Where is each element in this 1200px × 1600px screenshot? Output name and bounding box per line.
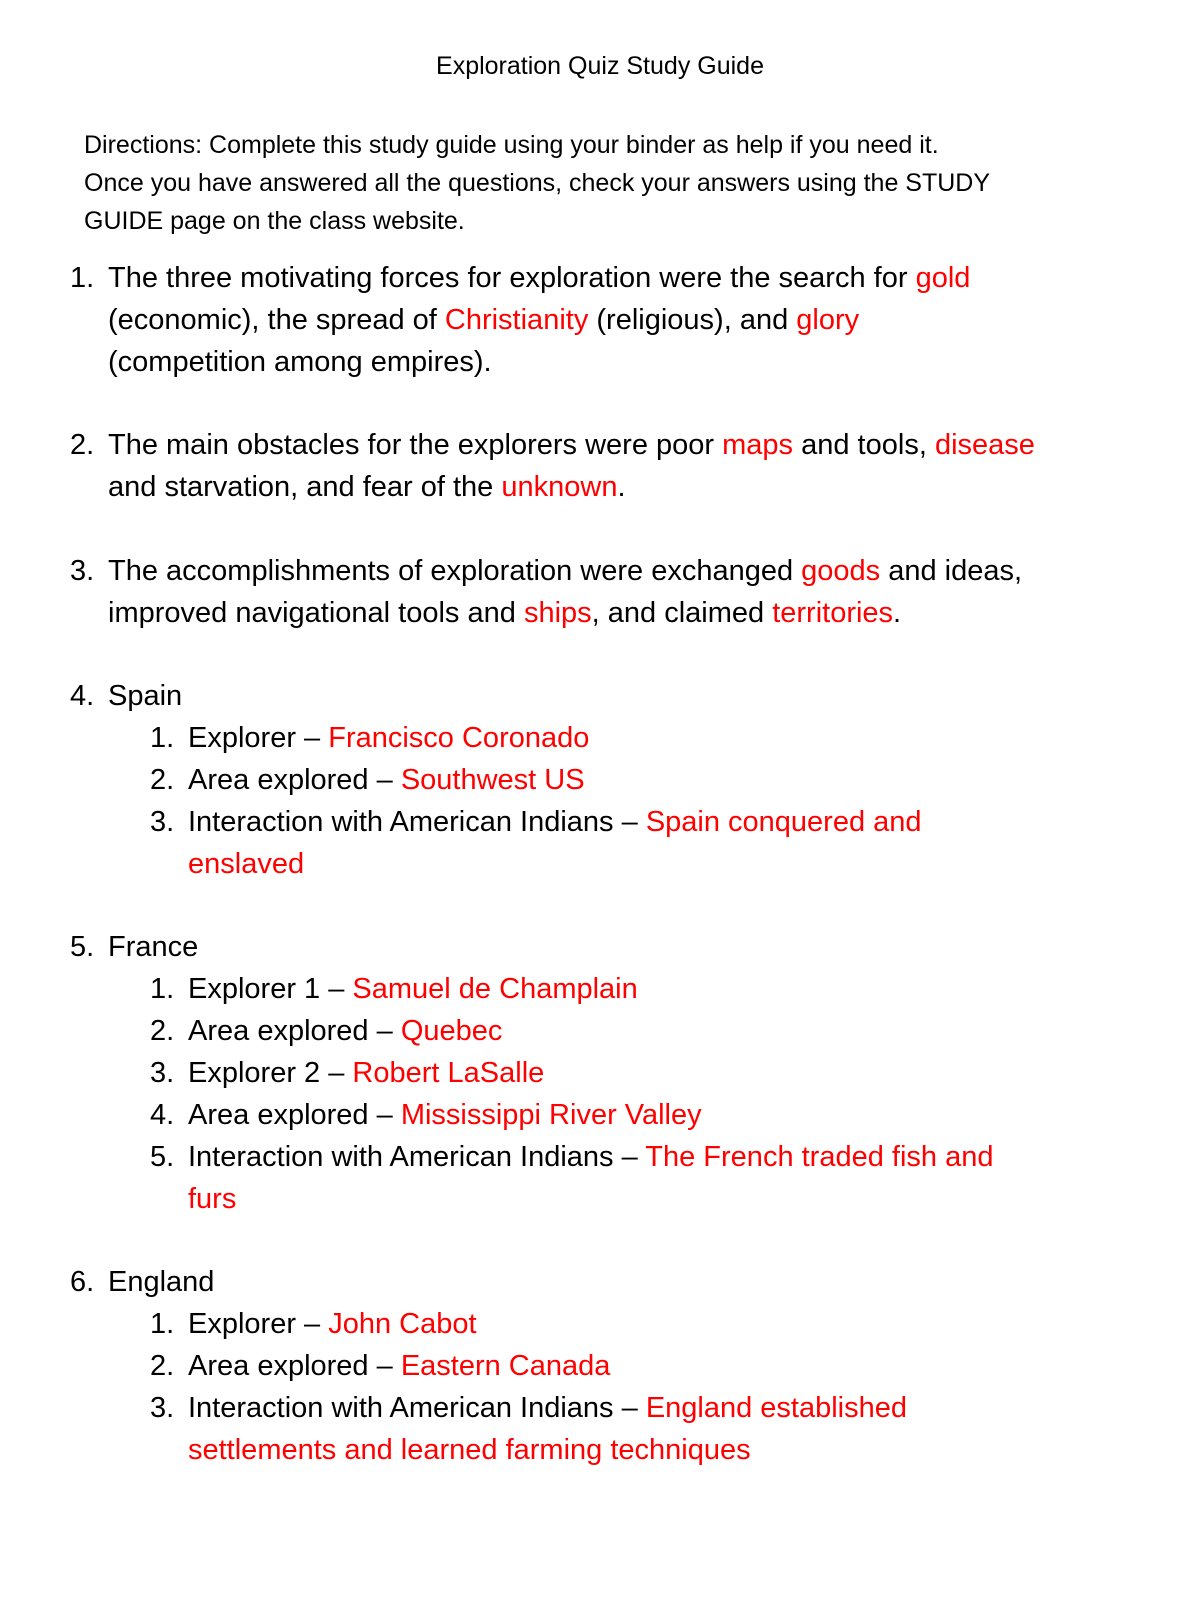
page-title: Exploration Quiz Study Guide	[436, 52, 764, 80]
question-text: (religious), and	[588, 304, 797, 336]
question-text: , and claimed	[591, 597, 773, 629]
list-item-continuation	[150, 1178, 1170, 1220]
answer-area-1: Quebec	[400, 1015, 503, 1047]
question-number: 4.	[70, 680, 95, 712]
directions-line-3: GUIDE page on the class website.	[84, 207, 465, 235]
answer-explorer: John Cabot	[328, 1308, 477, 1340]
england-sublist	[150, 1303, 1170, 1471]
list-item: 5. Interaction with American Indians – The French traded fish and	[150, 1141, 994, 1173]
question-text: and ideas,	[880, 555, 1023, 587]
list-item: 2. Area explored – Eastern Canada	[150, 1350, 611, 1382]
question-text: The main obstacles for the explorers were poor	[108, 429, 723, 461]
spain-sublist	[150, 717, 1170, 885]
question-3	[70, 550, 1170, 634]
question-1-line-1	[70, 257, 1170, 299]
question-text: .	[893, 597, 902, 629]
question-3-line-2	[70, 592, 1170, 634]
answer-interaction: The French traded fish and	[645, 1141, 994, 1173]
question-1-line-3	[70, 341, 1170, 383]
question-5-france	[70, 926, 1170, 1220]
answer-explorer: Francisco Coronado	[328, 722, 590, 754]
question-text: The three motivating forces for exploration were the search for	[108, 262, 916, 294]
question-6-england	[70, 1261, 1170, 1471]
question-4-spain	[70, 675, 1170, 885]
country-label: England	[108, 1266, 215, 1298]
answer-area-2: Mississippi River Valley	[400, 1099, 702, 1131]
answer-explorer-1: Samuel de Champlain	[352, 973, 638, 1005]
list-item: 2. Area explored – Quebec	[150, 1015, 503, 1047]
question-text: .	[617, 471, 626, 503]
list-item: 3. Interaction with American Indians – Spain conquered and	[150, 806, 922, 838]
answer-disease: disease	[934, 429, 1035, 461]
question-text: (competition among empires).	[108, 346, 492, 378]
question-text: improved navigational tools and	[108, 597, 524, 629]
answer-area: Eastern Canada	[400, 1350, 611, 1382]
list-item: 1. Explorer – John Cabot	[150, 1308, 477, 1340]
answer-area: Southwest US	[400, 764, 585, 796]
list-item: 3. Explorer 2 – Robert LaSalle	[150, 1057, 545, 1089]
question-2-line-2	[70, 466, 1170, 508]
question-3-line-1	[70, 550, 1170, 592]
directions-line-1: Directions: Complete this study guide using your binder as help if you need it.	[84, 131, 939, 159]
answer-interaction-cont: settlements and learned farming techniques	[188, 1434, 751, 1466]
answer-christianity: Christianity	[444, 304, 589, 336]
list-item: 4. Area explored – Mississippi River Valley	[150, 1099, 702, 1131]
question-text: (economic), the spread of	[108, 304, 445, 336]
question-number: 2.	[70, 429, 95, 461]
question-1	[70, 257, 1170, 383]
answer-territories: territories	[772, 597, 894, 629]
country-label: Spain	[108, 680, 183, 712]
question-text: and starvation, and fear of the	[108, 471, 502, 503]
list-item-continuation	[150, 1429, 1170, 1471]
question-number: 1.	[70, 262, 95, 294]
question-6-heading	[70, 1261, 1170, 1303]
directions	[84, 126, 1164, 240]
list-item: 1. Explorer 1 – Samuel de Champlain	[150, 973, 638, 1005]
france-sublist	[150, 968, 1170, 1220]
answer-interaction-cont: furs	[188, 1183, 237, 1215]
answer-interaction-cont: enslaved	[188, 848, 305, 880]
question-number: 6.	[70, 1266, 95, 1298]
answer-goods: goods	[801, 555, 881, 587]
answer-interaction: England established	[645, 1392, 908, 1424]
question-number: 5.	[70, 931, 95, 963]
directions-line-2: Once you have answered all the questions, check your answers using the STUDY	[84, 169, 991, 197]
answer-gold: gold	[915, 262, 971, 294]
question-1-line-2	[70, 299, 1170, 341]
list-item: 3. Interaction with American Indians – England established	[150, 1392, 908, 1424]
answer-interaction: Spain conquered and	[645, 806, 922, 838]
question-2	[70, 424, 1170, 508]
list-item-continuation	[150, 843, 1170, 885]
question-text: The accomplishments of exploration were exchanged	[108, 555, 802, 587]
answer-glory: glory	[796, 304, 860, 336]
question-text: and tools,	[793, 429, 935, 461]
country-label: France	[108, 931, 199, 963]
question-5-heading	[70, 926, 1170, 968]
answer-maps: maps	[722, 429, 794, 461]
list-item: 2. Area explored – Southwest US	[150, 764, 585, 796]
answer-unknown: unknown	[501, 471, 618, 503]
question-number: 3.	[70, 555, 95, 587]
answer-explorer-2: Robert LaSalle	[352, 1057, 545, 1089]
list-item: 1. Explorer – Francisco Coronado	[150, 722, 590, 754]
question-2-line-1	[70, 424, 1170, 466]
answer-ships: ships	[523, 597, 592, 629]
question-4-heading	[70, 675, 1170, 717]
